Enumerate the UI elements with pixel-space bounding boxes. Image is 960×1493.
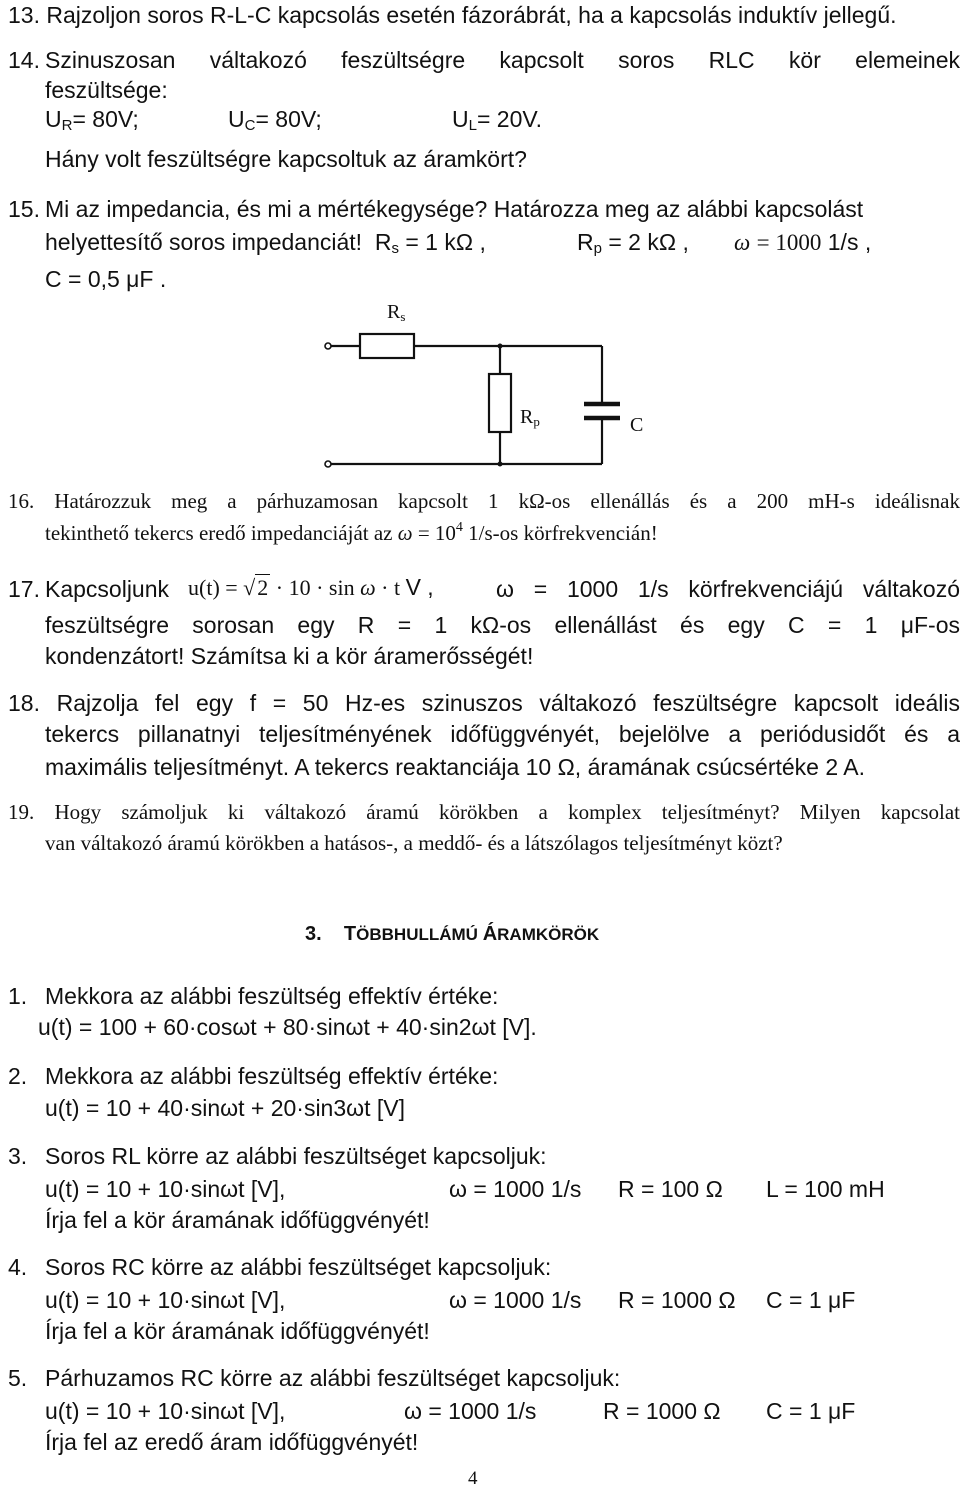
problem-3-r: R = 100 Ω	[618, 1176, 723, 1202]
question-14-line1: Szinuszosan váltakozó feszültségre kapcsolt soros RLC kör elemeinek	[45, 47, 960, 73]
node-bottom	[498, 462, 503, 467]
problem-4-equation: u(t) = 10 + 10·sinωt [V],	[45, 1287, 286, 1313]
question-17-line2: feszültségre sorosan egy R = 1 kΩ-os ellenállást és egy C = 1 μF-os	[45, 612, 960, 638]
problem-3-line3: Írja fel a kör áramának időfüggvényét!	[45, 1207, 430, 1233]
question-14-ul: $U_L= 20V$.	[452, 106, 542, 134]
problem-4-r: R = 1000 Ω	[618, 1287, 736, 1313]
question-14-line2: feszültsége:	[45, 77, 168, 103]
problem-3-number: 3.	[8, 1143, 28, 1169]
problem-3-line1: Soros RL körre az alábbi feszültséget kapcsoljuk:	[45, 1143, 547, 1169]
question-16-line1: 16. Határozzuk meg a párhuzamosan kapcsolt 1 kΩ-os ellenállás és a 200 mH-s ideálisnak	[8, 489, 960, 513]
problem-5-number: 5.	[8, 1365, 28, 1391]
question-15-line1: Mi az impedancia, és mi a mértékegysége? Határozza meg az alábbi kapcsolást	[45, 196, 864, 222]
question-17-number: 17.	[8, 576, 40, 602]
resistor-rs	[360, 334, 414, 358]
terminal-top	[325, 343, 331, 349]
circuit-label-c: C	[630, 414, 644, 436]
problem-5-line3: Írja fel az eredő áram időfüggvényét!	[45, 1429, 419, 1455]
question-18-line1: 18. Rajzolja fel egy f = 50 Hz-es szinuszos váltakozó feszültségre kapcsolt ideális	[8, 690, 960, 716]
circuit-label-rs: $R_s$	[387, 301, 406, 324]
problem-1-line2: u(t) = 100 + 60·cosωt + 80·sinωt + 40·sin2ωt [V].	[38, 1014, 537, 1040]
circuit-diagram	[0, 0, 960, 480]
section-heading: 3. TÖBBHULLÁMÚ ÁRAMKÖRÖK	[305, 923, 600, 945]
problem-5-equation: u(t) = 10 + 10·sinωt [V],	[45, 1398, 286, 1424]
question-15-rp: $R_p = 2$ kΩ ,	[577, 229, 689, 257]
question-15-line2: helyettesítő soros impedanciát! $R_s = 1$ kΩ ,	[45, 229, 486, 257]
question-15-line3: C = 0,5 μF .	[45, 266, 167, 292]
problem-3-omega: ω = 1000 1/s	[449, 1176, 582, 1202]
question-15-number: 15.	[8, 196, 40, 222]
problem-4-number: 4.	[8, 1254, 28, 1280]
problem-4-line1: Soros RC körre az alábbi feszültséget kapcsoljuk:	[45, 1254, 552, 1280]
question-14-number: 14.	[8, 47, 40, 73]
page-number: 4	[468, 1468, 478, 1489]
question-17-line3: kondenzátort! Számítsa ki a kör áramerősségét!	[45, 643, 534, 669]
question-16-line2: tekinthető tekercs eredő impedanciáját az $\omega = 10^4$ 1/s-os körfrekvencián!	[45, 520, 658, 545]
problem-1-line1: Mekkora az alábbi feszültség effektív értéke:	[45, 983, 499, 1009]
problem-5-c: C = 1 μF	[766, 1398, 856, 1424]
question-14-line4: Hány volt feszültségre kapcsoltuk az áramkört?	[45, 146, 527, 172]
question-17-line1-rest: ω = 1000 1/s körfrekvenciájú váltakozó	[496, 576, 960, 602]
question-18-line3: maximális teljesítményt. A tekercs reaktanciája 10 Ω, áramának csúcsértéke 2 A.	[45, 754, 865, 780]
question-14-uc: $U_C= 80V$;	[228, 106, 322, 134]
problem-5-omega: ω = 1000 1/s	[404, 1398, 537, 1424]
node-top	[498, 344, 503, 349]
question-13: 13. Rajzoljon soros R-L-C kapcsolás esetén fázorábrát, ha a kapcsolás induktív jellegű.	[8, 2, 897, 28]
problem-4-omega: ω = 1000 1/s	[449, 1287, 582, 1313]
circuit-label-rp: $R_p$	[520, 406, 540, 429]
terminal-bottom	[325, 461, 331, 467]
problem-1-number: 1.	[8, 983, 28, 1009]
question-17-formula: u(t) = √2 · 10 · sin ω · t V ,	[188, 574, 434, 600]
problem-2-number: 2.	[8, 1063, 28, 1089]
problem-2-line1: Mekkora az alábbi feszültség effektív értéke:	[45, 1063, 499, 1089]
resistor-rp	[489, 374, 511, 432]
question-17-word: Kapcsoljunk	[45, 576, 170, 602]
problem-3-equation: u(t) = 10 + 10·sinωt [V],	[45, 1176, 286, 1202]
question-19-line2: van váltakozó áramú körökben a hatásos-, a meddő- és a látszólagos teljesítményt közt?	[45, 831, 783, 855]
problem-5-r: R = 1000 Ω	[603, 1398, 721, 1424]
question-15-omega: ω = 1000 1/s ,	[734, 229, 872, 255]
question-19-line1: 19. Hogy számoljuk ki váltakozó áramú körökben a komplex teljesítményt? Milyen kapcsolat	[8, 800, 960, 824]
problem-2-line2: u(t) = 10 + 40·sinωt + 20·sin3ωt [V]	[45, 1095, 406, 1121]
problem-4-line3: Írja fel a kör áramának időfüggvényét!	[45, 1318, 430, 1344]
question-14-ur: $U_R= 80V$;	[45, 106, 139, 134]
problem-4-c: C = 1 μF	[766, 1287, 856, 1313]
question-18-line2: tekercs pillanatnyi teljesítményének időfüggvényét, bejelölve a periódusidőt és a	[45, 721, 960, 747]
problem-5-line1: Párhuzamos RC körre az alábbi feszültséget kapcsoljuk:	[45, 1365, 621, 1391]
problem-3-l: L = 100 mH	[766, 1176, 885, 1202]
